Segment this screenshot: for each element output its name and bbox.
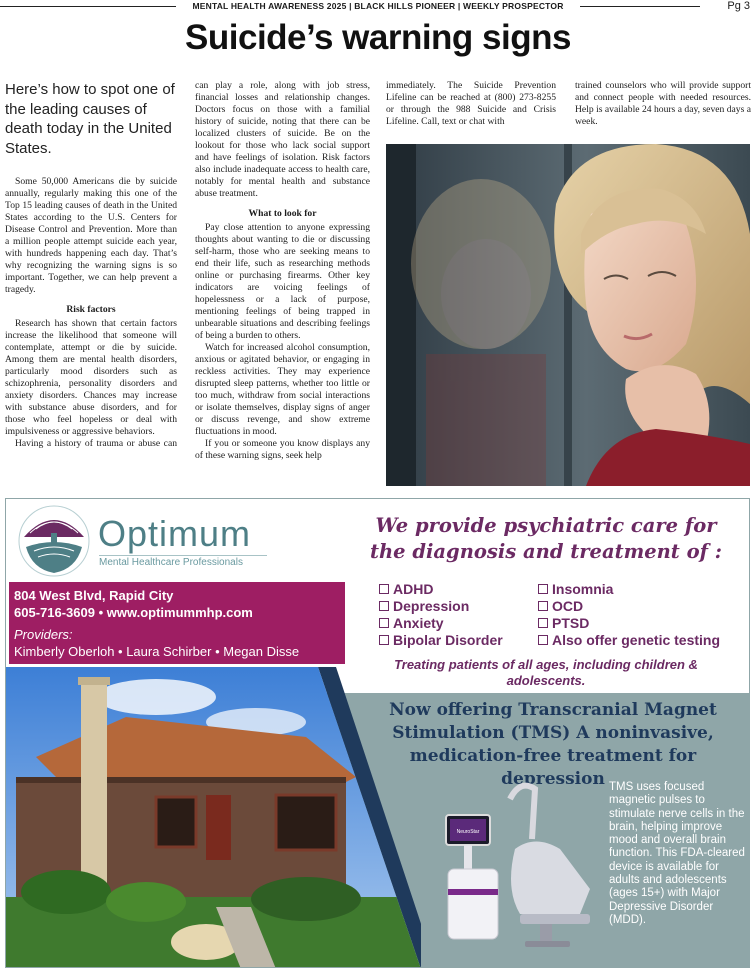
tms-description: TMS uses focused magnetic pulses to stimulate nerve cells in the brain, helping improve mood and overall brain function. This FDA-cleared device is available for adults and adolescents (ages 15+) with Major Depressive Disorder (MDD). bbox=[609, 781, 745, 926]
conditions-list-left bbox=[379, 581, 503, 649]
article-paragraph: Research has shown that certain factors increase the likelihood that someone will contemplate, attempt or die by suicide. Among them are mental health disorders, particularly mood disorders such as schizophrenia, personality disorders and anxiety disorders. Chances may increase with substance abuse disorders, and for those who feel hopeless or deal with impulsiveness or aggressive behaviors. bbox=[5, 318, 177, 437]
article-paragraph-cont: immediately. The Suicide Prevention Lifeline can be reached at (800) 273-8255 or through the 988 Suicide and Crisis Lifeline. Call, text or chat with bbox=[386, 80, 556, 127]
tms-device-illustration bbox=[440, 779, 610, 949]
brand-name: Optimum bbox=[98, 513, 252, 554]
providers-label: Providers: bbox=[14, 627, 73, 642]
girl-window-illustration bbox=[386, 144, 750, 486]
providers-list: Kimberly Oberloh • Laura Schirber • Megan Disse bbox=[14, 644, 300, 659]
condition-item: Bipolar Disorder bbox=[379, 632, 503, 649]
condition-item: Anxiety bbox=[379, 615, 503, 632]
header-rule-right bbox=[580, 6, 700, 7]
contact-box bbox=[9, 582, 345, 664]
article-paragraph: Watch for increased alcohol consumption, anxious or agitated behavior, or engaging in reckless activities. They may experience disrupted sleep patterns, whether too little or too much, withdraw from social interactions or isolate themselves, display signs of anger or discuss revenge, and show extreme fluctuations in mood. bbox=[195, 342, 370, 437]
masthead: MENTAL HEALTH AWARENESS 2025 | BLACK HILLS PIONEER | WEEKLY PROSPECTOR bbox=[192, 1, 564, 11]
condition-item: Depression bbox=[379, 598, 503, 615]
phone-website[interactable]: 605-716-3609 • www.optimummhp.com bbox=[14, 605, 253, 620]
article-deck: Here’s how to spot one of the leading causes of death today in the United States. bbox=[5, 81, 175, 157]
article-column-1 bbox=[5, 80, 177, 450]
optimum-advertisement bbox=[5, 498, 750, 968]
tms-heading: Now offering Transcranial Magnet Stimulation (TMS) A noninvasive, medication-free treatment for depression bbox=[389, 700, 717, 789]
address: 804 West Blvd, Rapid City bbox=[14, 588, 174, 603]
article-column-3 bbox=[386, 80, 556, 128]
header-rule-left bbox=[0, 6, 176, 7]
device-screen-label: NeuroStar bbox=[456, 829, 480, 835]
condition-item: Insomnia bbox=[538, 581, 720, 598]
condition-item: OCD bbox=[538, 598, 720, 615]
subhead-what-to-look-for: What to look for bbox=[248, 208, 317, 219]
page-title: Suicide’s warning signs bbox=[185, 18, 571, 57]
condition-item: PTSD bbox=[538, 615, 720, 632]
condition-item: Also offer genetic testing bbox=[538, 632, 720, 649]
article-paragraph: Pay close attention to anyone expressing thoughts about wanting to die or discussing self-harm, those who are seeking means to end their life, such as researching methods online or purchasing firearms. Other key indicators are voicing feelings of hopelessness or a lack of purpose, mentioning feelings of being trapped in unbearable situations and describing feelings of being a burden to others. bbox=[195, 222, 370, 341]
subhead-risk-factors: Risk factors bbox=[66, 304, 116, 315]
article-paragraph: Some 50,000 Americans die by suicide annually, regularly making this one of the Top 15 leading causes of death in the United States according to the U.S. Centers for Disease Control and Prevention. More than a million people attempt suicide each year, with hundreds happening each day. That’s why recognizing the warning signs is so important. Together, we can help prevent a tragedy. bbox=[5, 176, 177, 295]
article-photo bbox=[386, 144, 750, 486]
condition-item: ADHD bbox=[379, 581, 503, 598]
conditions-list-right bbox=[538, 581, 720, 649]
care-heading: We provide psychiatric care for the diagnosis and treatment of : bbox=[370, 514, 722, 563]
article-paragraph-cont: trained counselors who will provide support and connect people with needed resources. Help is available 24 hours a day, seven days a week. bbox=[575, 80, 751, 127]
treating-note: Treating patients of all ages, including children & adolescents. bbox=[394, 657, 698, 688]
article-column-2 bbox=[195, 80, 370, 462]
article-column-4 bbox=[575, 80, 751, 128]
article-paragraph-cont: can play a role, along with job stress, financial losses and relationship changes. Doctors focus on those with a familial history of suicide, noting that there can be localized clusters of suicide. Be on the lookout for those who lack social support and have feelings of isolation. Risk factors also include inadequate access to health care, notably for mental health and substance abuse treatment. bbox=[195, 80, 370, 199]
article-paragraph-start: Having a history of trauma or abuse can bbox=[15, 438, 177, 449]
tree-logo-icon bbox=[16, 503, 92, 579]
article-paragraph: If you or someone you know displays any of these warning signs, seek help bbox=[195, 438, 370, 461]
page-number: Pg 3 bbox=[727, 0, 750, 12]
brand-tagline: Mental Healthcare Professionals bbox=[99, 555, 267, 568]
